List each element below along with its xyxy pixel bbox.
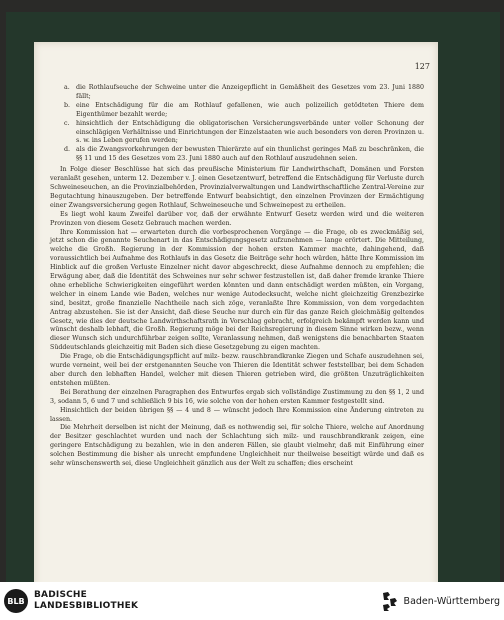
paragraph: Bei Berathung der einzelnen Paragraphen des Entwurfes ergab sich vollständige Zustimmung zu den §§ 1, 2 und 3, sodann 5, 6 und 7 und schließlich 9 bis 16, wie solche von der hohen ersten Kammer festgestellt sind.	[50, 388, 424, 405]
library-brand[interactable]	[4, 589, 138, 613]
library-name	[34, 590, 138, 612]
paragraph: Hinsichtlich der beiden übrigen §§ — 4 und 8 — wünscht jedoch Ihre Kommission eine Änderung eintreten zu lassen.	[50, 406, 424, 423]
list-item	[64, 119, 424, 147]
paragraph: Die Mehrheit derselben ist nicht der Meinung, daß es nothwendig sei, für solche Thiere, welche auf Anordnung der Besitzer geschlachtet wurden und nach der Schlachtung sich milz- und rauschbrandkrank zeigen, eine geringere Entschädigung zu bezahlen, wie in den anderen Fällen, sie glaubt vielmehr, daß mit Einführung einer solchen Bestimmung die bisher als unrecht empfundene Ungleichheit nur theilweise beseitigt würde und daß es sehr wünschenswerth sei, diese Ungleichheit gänzlich aus der Welt zu schaffen; dies erscheint	[50, 424, 424, 468]
paragraph: In Folge dieser Beschlüsse hat sich das preußische Ministerium für Landwirthschaft, Domänen und Forsten veranlaßt gesehen, unterm 12. Dezember v. J. einen Gesetzentwurf, betreffend die Entschädigung für Verluste durch Schweineseuchen, an die Provinzialbehörden, Provinzialverwaltungen und Landwirthschaftliche Zentral-Vereine zur Begutachtung hinauszugeben. Der betreffende Entwurf beabsichtigt, den einzelnen Provinzen der Ermächtigung einer Zwangsversicherung gegen Rothlauf, Schweineseuche und Schweinepest zu ertheilen.	[50, 166, 424, 209]
list-marker: c.	[64, 119, 70, 127]
footer-bar	[0, 582, 504, 620]
list-item-text: die Rothlaufseuche der Schweine unter die Anzeigepflicht in Gemäßheit des Gesetzes vom 23. Juni 1880 fällt;	[76, 84, 424, 100]
scan-frame	[6, 12, 500, 582]
list-item-text: als die Zwangsvorkehrungen der bewusten Thierärzte auf ein thunlichst geringes Maß zu beschränken, die §§ 11 und 15 des Gesetzes vom 23. Juni 1880 auch auf den Rothlauf auszudehnen seien.	[76, 146, 424, 163]
page-text	[50, 84, 424, 469]
state-name: Baden-Württemberg	[403, 595, 500, 607]
paragraph: Ihre Kommission hat — erwarteten durch die vorbesprochenen Vorgänge — die Frage, ob es zweckmäßig sei, jetzt schon die genannte Seuchenart in das Entschädigungsgesetz aufzunehmen — lange erörtert. Die Mitteilung, welche die Großh. Regierung in der Kommission der hohen ersten Kammer machte, dahingehend, daß voraussichtlich bei Aufnahme des Rothlaufs in das Gesetz die Beiträge sehr hoch würden, hätte Ihre Kommission im Hinblick auf die großen Verluste Einzelner nicht davor abgeschreckt, diese Aufnahme dennoch zu empfehlen; die Erwägung aber, daß die Identität des Schweines nur sehr schwer festzustellen ist, daß daher fremde kranke Thiere ohne erhebliche Schwierigkeiten eingeführt werden könnten und dann entschädigt werden müßten, ein Vorgang, welcher in einem Lande wie Baden, welches nur wenige Autodecksucht, welche nicht gleichzeitig Grenzbezirke sind, besitzt, große finanzielle Nachtheile nach sich zöge, veranlaßte Ihre Kommission, von dem vorgedachten Antrag abzustehen. Sie ist der Ansicht, daß diese Seuche nur durch ein für das ganze Reich gleichmäßig geltendes Gesetz, wie dies der deutsche Landwirthschaftsrath in Vorschlag gebracht, erfolgreich bekämpft werden kann und wünscht deshalb lebhaft, die Großh. Regierung möge bei der Reichsregierung in diesem Sinne wirken bezw., wenn dieser Wunsch sich undurchführbar zeigen sollte, Veranlassung nehmen, daß wenigstens die benachbarten Staaten Süddeutschlands gleichzeitig mit Baden sich diese Gesetzgebung zu eigen machten.	[50, 228, 424, 352]
list-item-text: hinsichtlich der Entschädigung die obligatorischen Versicherungsverbände unter voller Schonung der einschlägigen Verhältnisse und Einrichtungen der Einzelstaaten wie auch besonders von deren Provinzen u. s. w. ins Leben gerufen werden;	[76, 119, 424, 145]
baden-wuerttemberg-lions-icon	[380, 590, 400, 612]
page-number: 127	[414, 62, 430, 71]
resolution-list	[50, 84, 424, 164]
library-name-line2: LANDESBIBLIOTHEK	[34, 601, 139, 611]
document-page	[34, 42, 438, 594]
list-item	[64, 84, 424, 102]
list-marker: b.	[64, 101, 71, 109]
paragraph: Es liegt wohl kaum Zweifel darüber vor, daß der erwähnte Entwurf Gesetz werden wird und die weiteren Provinzen von diesem Gesetz Gebrauch machen werden.	[50, 210, 424, 227]
library-name-line1: BADISCHE	[34, 590, 88, 600]
list-marker: d.	[64, 146, 71, 154]
list-item	[64, 146, 424, 164]
list-marker: a.	[64, 84, 70, 91]
paragraph: Die Frage, ob die Entschädigungspflicht auf milz- bezw. rauschbrandkranke Ziegen und Schafe auszudehnen sei, wurde verneint, weil bei der erstgenannten Seuche von Thieren die Identität schwer feststellbar, bei dem Schaden aber durch den lebhaften Handel, welcher mit diesen Thieren getrieben wird, die größten Unzuträglichkeiten entstehen müßten.	[50, 353, 424, 387]
list-item	[64, 101, 424, 120]
blb-logo: BLB	[4, 589, 28, 613]
list-item-text: eine Entschädigung für die am Rothlauf gefallenen, wie auch polizeilich getödteten Thiere dem Eigenthümer bezahlt werde;	[76, 101, 424, 118]
state-brand[interactable]	[380, 590, 500, 612]
